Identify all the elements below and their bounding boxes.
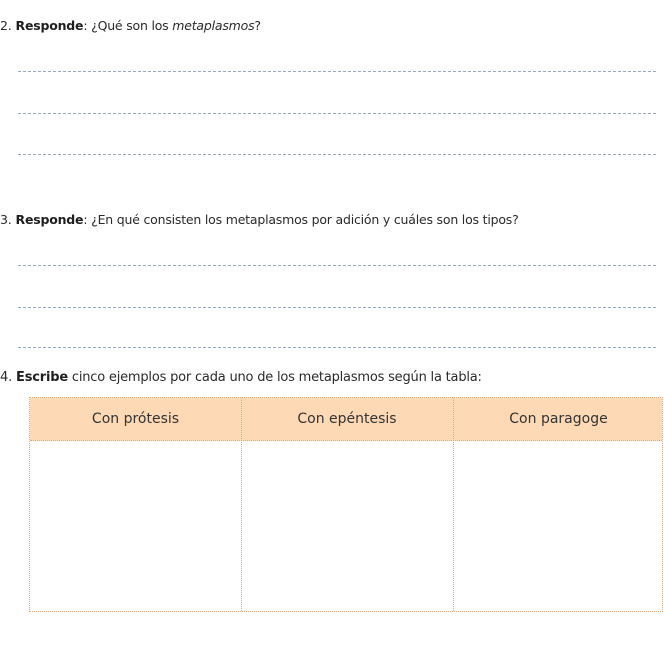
table-cell-paragoge[interactable] xyxy=(454,441,663,611)
question-text-end: ? xyxy=(254,18,261,33)
question-number: 3. xyxy=(0,212,12,227)
metaplasmos-table xyxy=(29,397,663,612)
table-header-epentesis: Con epéntesis xyxy=(297,411,397,427)
answer-line[interactable] xyxy=(18,154,656,155)
question-number: 4. xyxy=(0,370,13,385)
question-2 xyxy=(0,18,261,33)
answer-line[interactable] xyxy=(18,265,656,266)
question-4 xyxy=(0,370,482,385)
question-keyword: Escribe xyxy=(16,370,68,385)
question-text-italic: metaplasmos xyxy=(172,18,255,33)
answer-line[interactable] xyxy=(18,347,656,348)
table-cell-protesis[interactable] xyxy=(30,441,241,611)
question-text: cinco ejemplos por cada uno de los metaplasmos según la tabla: xyxy=(67,370,482,385)
table-header-paragoge: Con paragoge xyxy=(509,411,608,427)
question-number: 2. xyxy=(0,18,12,33)
question-text: : ¿Qué son los xyxy=(83,18,173,33)
table-cell-epentesis[interactable] xyxy=(242,441,453,611)
question-3 xyxy=(0,212,519,227)
question-keyword: Responde xyxy=(15,212,84,227)
answer-line[interactable] xyxy=(18,113,656,114)
answer-line[interactable] xyxy=(18,71,656,72)
question-text: : ¿En qué consisten los metaplasmos por adición y cuáles son los tipos? xyxy=(83,212,519,227)
table-header-protesis: Con prótesis xyxy=(91,411,180,427)
answer-line[interactable] xyxy=(18,307,656,308)
question-keyword: Responde xyxy=(15,18,84,33)
